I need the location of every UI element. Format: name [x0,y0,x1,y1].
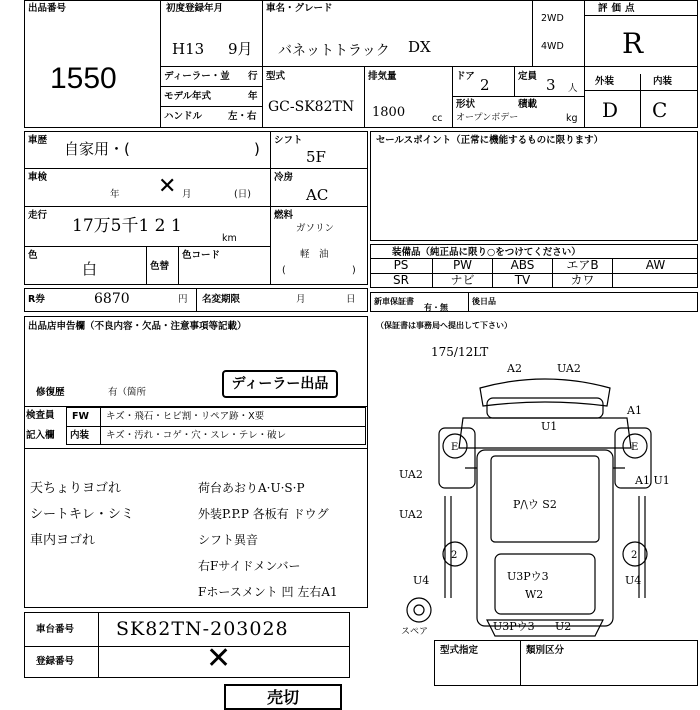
equipment-item: AW [612,258,698,273]
first-reg-year: H13 [172,40,205,58]
damage-mark: U4 [625,574,642,587]
recycle-label: R券 [28,294,45,305]
note-left-item: シートキレ・シミ [30,507,134,522]
lot-label: 出品番号 [28,3,67,14]
drive-4wd: 4WD [541,41,564,52]
dealer-line1b: 行 [248,71,258,82]
color-label: 色 [28,250,38,261]
damage-mark: A2 [507,362,522,375]
name-label: 車名・グレード [266,3,333,14]
equipment-item: ナビ [432,273,492,288]
lot-number: 1550 [50,62,117,95]
damage-mark: P/\ウ S2 [513,498,557,511]
equipment-item: PS [393,258,409,272]
damage-mark: U2 [555,620,572,633]
warranty-note: 後日品 [472,297,496,306]
model-value: GC-SK82TN [268,99,355,115]
ext-label: 外装 [595,76,615,87]
inspection-month: 月 [182,189,192,200]
sales-point-box [370,131,698,241]
rating-value: R [622,27,644,60]
remarks-label: 出品店申告欄（不良内容・欠品・注意事項等記載） [28,321,247,332]
mileage-value: 17万5千1 2 1 [72,216,182,236]
tire-mark: 2 [451,550,458,561]
tire-mark: E [451,442,459,453]
int-items: キズ・汚れ・コゲ・穴・スレ・テレ・破レ [106,430,287,441]
recycle-unit: 円 [178,294,188,305]
fuel-paren-open: ( [282,265,286,276]
first-reg-label: 初度登録年月 [166,3,224,14]
damage-mark: W2 [525,588,544,601]
fuel-diesel: 軽 油 [300,249,329,260]
top-block [24,0,698,128]
damage-mark: U4 [413,574,430,587]
equipment-item: SR [393,273,409,287]
damage-mark: UA2 [399,468,423,481]
reg-number-label: 登録番号 [36,656,75,667]
inspector-label: 検査員 [26,410,55,421]
fuel-gasoline: ガソリン [296,223,335,234]
inspection-year: 年 [110,189,120,200]
fuel-paren-close: ) [352,265,356,276]
spare-label: スペア [401,627,429,637]
model-label: 型式 [266,71,286,82]
history-close: ) [254,140,260,158]
note-right-item: 荷台あおりA·U·S·P [198,481,305,495]
note-right-item: 外装P.P.P 各板有 ドウグ [198,507,329,521]
dealer-line1: ディーラー・並 [164,71,230,82]
name-limit-month: 月 [296,294,306,305]
name-limit-day: 日 [346,294,356,305]
note-left-item: 天ちょりヨゴれ [30,481,122,496]
repair-label: 修復歴 [36,387,65,398]
vehicle-diagram [395,345,695,638]
damage-mark: U1 [541,420,558,433]
car-name: バネットトラック [278,43,390,59]
history-value: 自家用・( [64,140,130,158]
damage-mark: A1 [627,404,642,417]
inspection-cross: ✕ [158,174,177,199]
history-label: 車歴 [28,135,48,146]
category-number-label: 類別区分 [526,645,565,656]
aircon-label: 冷房 [274,172,294,183]
fuel-label: 燃料 [274,210,294,221]
capacity-value: 3 [546,76,556,94]
inspection-day: (日) [234,189,251,200]
color-value: 白 [82,260,98,278]
reg-number-cross: ✕ [206,641,232,676]
note-right-item: 右Fサイドメンバー [198,559,301,573]
equipment-item: カワ [552,273,612,288]
shift-label: シフト [274,135,303,146]
door-value: 2 [480,76,490,94]
equipment-item: PW [432,258,492,273]
color-change-label: 色替 [150,261,170,272]
warranty-box [370,292,698,312]
remarks-block [24,316,368,608]
note-right-item: Fホースメント 凹 左右A1 [198,585,338,599]
chassis-label: 車台番号 [36,624,75,635]
bottom-stamp: 売切 [224,684,342,710]
fw-label: FW [72,411,89,422]
equipment-item: ABS [492,258,552,273]
displacement-value: 1800 [372,105,406,120]
color-code-label: 色コード [182,250,221,261]
note-right-item: シフト異音 [198,533,259,547]
damage-mark: U3Pウ3 [493,620,535,633]
capacity-unit: 人 [568,83,578,94]
ext-value: D [602,98,619,122]
dealer-line2: モデル年式 [164,91,212,102]
mileage-label: 走行 [28,210,48,221]
dealer-line3: ハンドル [164,111,203,122]
entry-label: 記入欄 [26,430,55,441]
door-label: ドア [456,71,475,82]
inspection-label: 車検 [28,172,48,183]
rating-label: 評価点 [598,3,639,14]
sales-point-label: セールスポイント（正常に機能するものに限ります） [376,135,604,146]
equipment-item [612,273,698,288]
tire-size-note: 175/12LT [431,345,489,359]
chassis-value: SK82TN-203028 [116,618,289,640]
dealer-line3b: 左・右 [228,111,257,122]
int-label: 内装 [653,76,673,87]
int-label-row: 内装 [70,430,90,441]
fw-items: キズ・飛石・ヒビ割・リペア跡・X要 [106,411,265,422]
aircon-value: AC [306,186,329,204]
type-designation-label: 型式指定 [440,645,479,656]
displacement-label: 排気量 [368,71,397,82]
dealer-stamp: ディーラー出品 [222,370,338,398]
shift-value: 5F [306,148,326,166]
equipment-item: エアB [552,258,612,273]
capacity-label: 定員 [518,71,538,82]
warranty-note-text: （保証書は事務局へ提出して下さい） [376,321,512,330]
damage-mark: UA2 [399,508,423,521]
shape-label: 形状 [456,99,476,110]
load-unit: kg [566,113,578,124]
damage-mark: UA2 [557,362,581,375]
grade: DX [408,38,431,56]
equipment-item: TV [492,273,552,288]
first-reg-month: 9月 [228,40,253,58]
displacement-unit: cc [432,113,443,124]
tire-mark: 2 [631,550,638,561]
dealer-line2b: 年 [248,91,258,102]
drive-2wd: 2WD [541,13,564,24]
damage-mark: U3Pウ3 [507,570,549,583]
name-limit-label: 名変期限 [202,294,241,305]
load-label: 積載 [518,99,538,110]
repair-value: 有（箇所 [108,387,147,398]
shape-value: オープンボデー [456,113,519,123]
note-left-item: 車内ヨゴれ [30,533,96,548]
int-value: C [652,98,668,122]
warranty-has: 有・無 [424,303,448,312]
mileage-unit: km [222,233,237,244]
recycle-value: 6870 [94,291,130,307]
equipment-label: 装備品（純正品に限り○をつけてください） [392,247,581,258]
warranty-label: 新車保証書 [374,297,414,306]
tire-mark: E [631,442,639,453]
damage-mark: A1 U1 [635,474,670,487]
